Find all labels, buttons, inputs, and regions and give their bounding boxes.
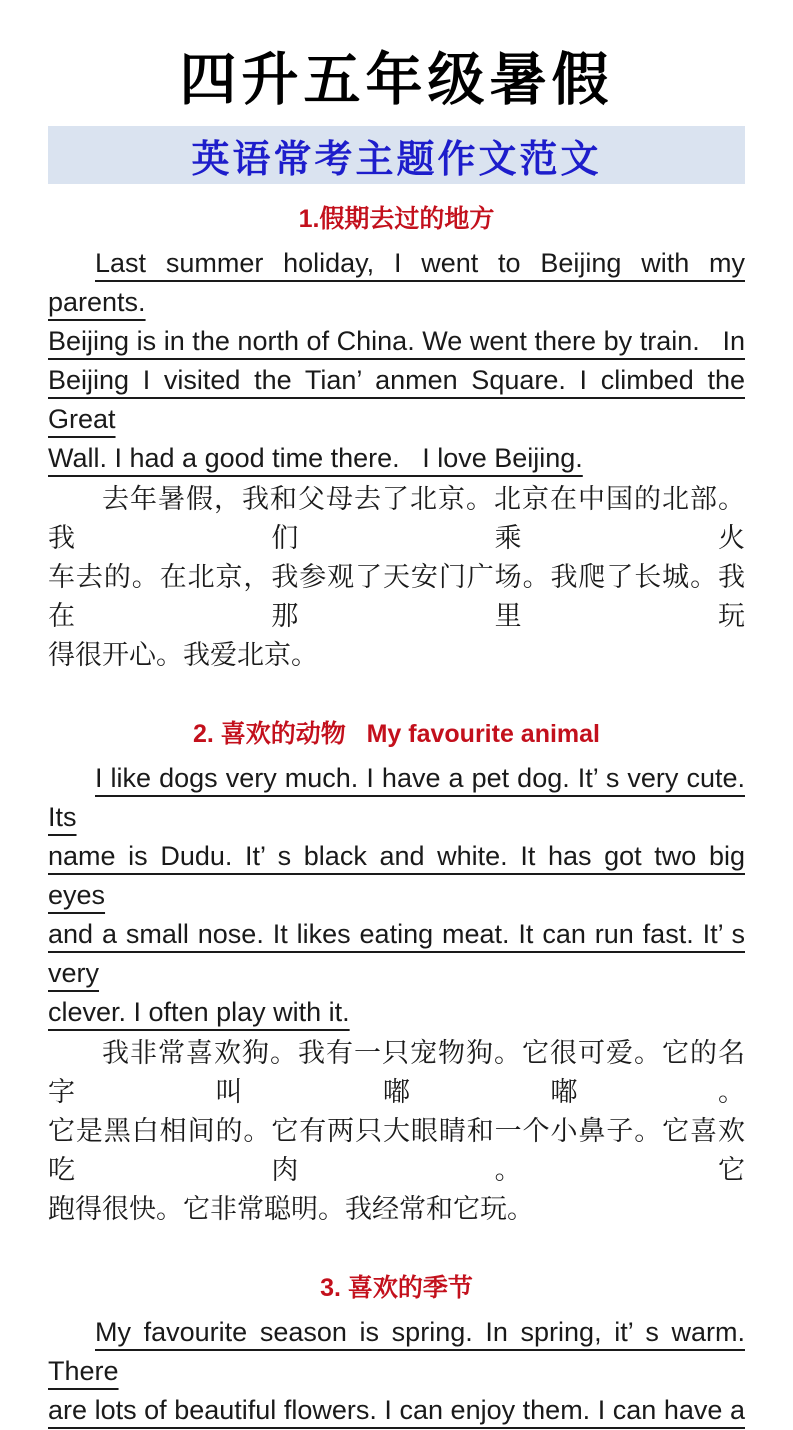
english-line: Last summer holiday, I went to Beijing with my parents.: [48, 248, 745, 317]
english-line: clever. I often play with it.: [48, 997, 350, 1027]
chinese-line: 它是黑白相间的。它有两只大眼睛和一个小鼻子。它喜欢吃肉。它: [48, 1116, 745, 1185]
section-1-english-paragraph: [48, 244, 745, 478]
section-favourite-season: [48, 1273, 745, 1430]
chinese-line: 我非常喜欢狗。我有一只宠物狗。它很可爱。它的名字叫嘟嘟。: [48, 1038, 745, 1107]
subtitle-banner: [48, 126, 745, 184]
section-2-english-paragraph: [48, 759, 745, 1032]
english-line: and a small nose. It likes eating meat. It can run fast. It’ s very: [48, 919, 745, 988]
section-3-english-paragraph: [48, 1313, 745, 1430]
english-line: Beijing is in the north of China. We went there by train. In: [48, 326, 745, 356]
english-line: I like dogs very much. I have a pet dog. It’ s very cute. Its: [48, 763, 745, 832]
english-line: are lots of beautiful flowers. I can enjoy them. I can have a: [48, 1395, 745, 1425]
english-line: Beijing I visited the Tian’ anmen Square. I climbed the Great: [48, 365, 745, 434]
section-1-heading: 1.假期去过的地方: [298, 205, 495, 233]
section-2-chinese-paragraph: [48, 1034, 745, 1229]
chinese-line: 去年暑假，我和父母去了北京。北京在中国的北部。我们乘火: [48, 484, 745, 553]
section-favourite-animal: [48, 719, 745, 1229]
section-1-chinese-paragraph: [48, 480, 745, 675]
document-title: 四升五年级暑假: [179, 46, 614, 113]
section-3-heading: 3. 喜欢的季节: [320, 1274, 473, 1302]
chinese-line: 车去的。在北京，我参观了天安门广场。我爬了长城。我在那里玩: [48, 562, 745, 631]
section-holiday-place: [48, 204, 745, 675]
english-line: name is Dudu. It’ s black and white. It has got two big eyes: [48, 841, 745, 910]
subtitle-text: 英语常考主题作文范文: [191, 135, 602, 181]
english-line: My favourite season is spring. In spring, it’ s warm. There: [48, 1317, 745, 1386]
chinese-line: 跑得很快。它非常聪明。我经常和它玩。: [48, 1194, 534, 1224]
section-2-heading: 2. 喜欢的动物 My favourite animal: [192, 720, 601, 748]
chinese-line: 得很开心。我爱北京。: [48, 640, 318, 670]
english-line: Wall. I had a good time there. I love Beijing.: [48, 443, 583, 473]
